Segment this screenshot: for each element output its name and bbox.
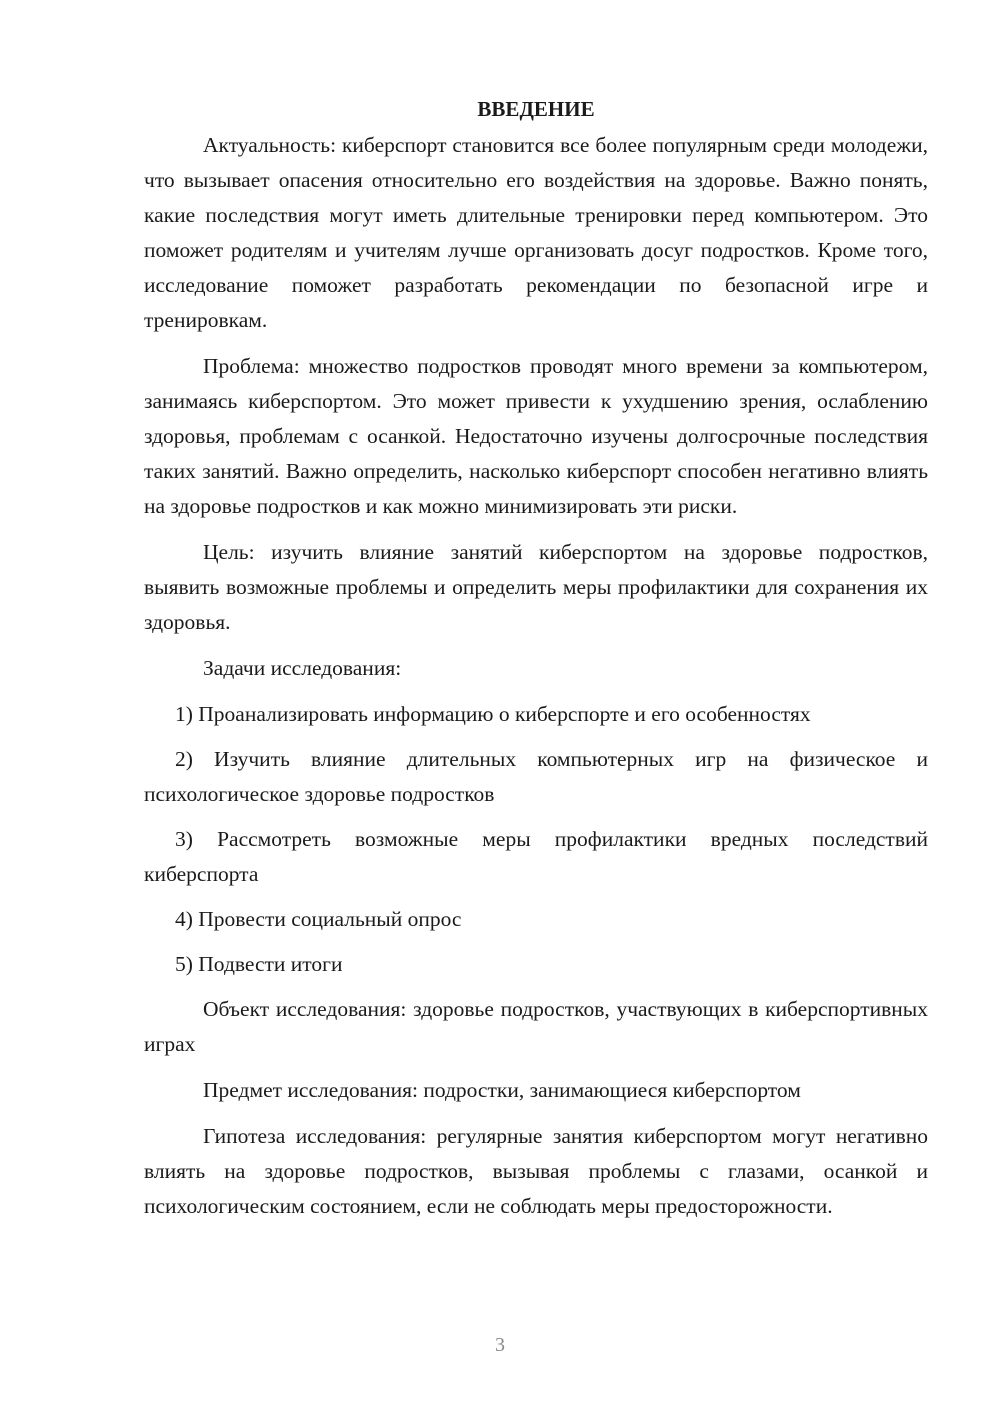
list-item: 5) Подвести итоги [175,952,343,976]
section-title: ВВЕДЕНИЕ [477,97,595,121]
list-item: 2) Изучить влияние длительных компьютерных игр на физическое и психологическое здоровье подростков [144,747,928,806]
paragraph-problem: Проблема: множество подростков проводят много времени за компьютером, занимаясь киберспортом. Это может привести к ухудшению зрения, ослаблению здоровья, проблемам с осанкой. Недостаточно изучены долгосрочные последствия таких занятий. Важно определить, насколько киберспорт способен негативно влиять на здоровье подростков и как можно минимизировать эти риски. [144,354,928,518]
list-item: 3) Рассмотреть возможные меры профилактики вредных последствий киберспорта [144,827,928,886]
tasks-heading: Задачи исследования: [203,656,402,680]
document-page [144,92,928,1235]
page-number: 3 [495,1334,505,1356]
paragraph-object: Объект исследования: здоровье подростков, участвующих в киберспортивных играх [144,997,928,1056]
paragraph-subject: Предмет исследования: подростки, занимающиеся киберспортом [203,1078,801,1102]
list-item: 4) Провести социальный опрос [175,907,462,931]
paragraph-hypothesis: Гипотеза исследования: регулярные занятия киберспортом могут негативно влиять на здоровье подростков, вызывая проблемы с глазами, осанкой и психологическим состоянием, если не соблюдать меры предосторожности. [144,1124,928,1218]
paragraph-goal: Цель: изучить влияние занятий киберспортом на здоровье подростков, выявить возможные проблемы и определить меры профилактики для сохранения их здоровья. [144,540,928,634]
list-item: 1) Проанализировать информацию о киберспорте и его особенностях [175,702,811,726]
tasks-list [144,697,928,982]
paragraph-relevance: Актуальность: киберспорт становится все более популярным среди молодежи, что вызывает опасения относительно его воздействия на здоровье. Важно понять, какие последствия могут иметь длительные тренировки перед компьютером. Это поможет родителям и учителям лучше организовать досуг подростков. Кроме того, исследование поможет разработать рекомендации по безопасной игре и тренировкам. [144,133,928,332]
